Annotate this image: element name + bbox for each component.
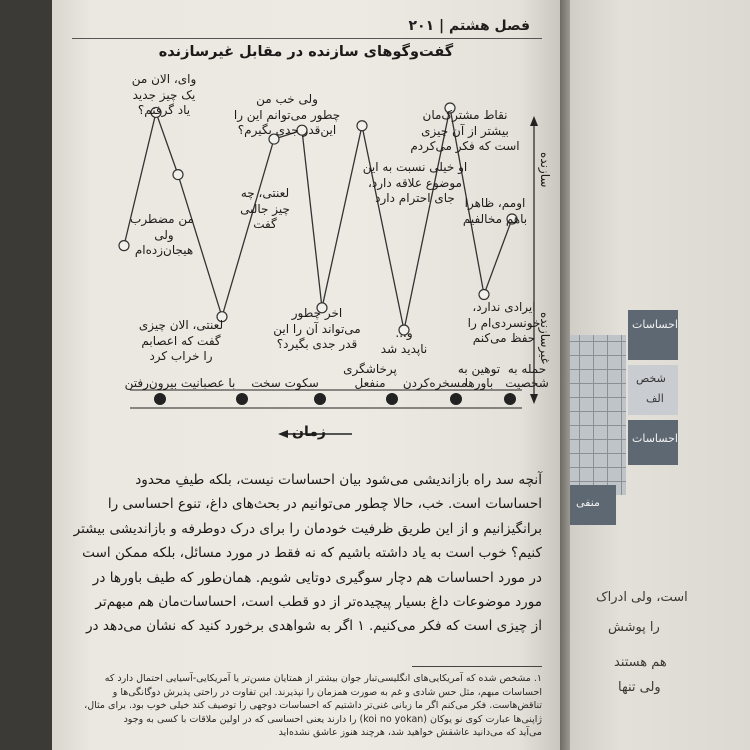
body-line: کنیم؟ خوب است به یاد داشته باشیم که نه فقط در مورد مسائل، بلکه ممکن است xyxy=(82,545,542,562)
x-axis-label: زمان xyxy=(292,424,326,440)
body-line: آنچه سد راه بازاندیشی می‌شود بیان احساسات نیست، بلکه طیفِ محدود xyxy=(135,472,542,488)
facing-page-box-label: احساسات xyxy=(632,432,678,445)
facing-page-line: ولی تنها xyxy=(618,680,661,695)
facing-page-line: هم هستند xyxy=(614,655,667,670)
peak-label: او خیلی نسبت به این موضوع علاقه دارد، جای احترام دارد xyxy=(362,160,468,205)
footnote-divider xyxy=(412,666,542,667)
body-line: احساسات است. خب، حالا چطور می‌توانیم در بحث‌های داغ، تنوع احساسی را xyxy=(107,496,542,513)
trough-label: اخر چطور می‌تواند آن را این قدر جدی بگیرد؟ xyxy=(273,306,361,351)
data-point xyxy=(119,241,129,251)
peak-label: ولی خب من چطور می‌توانم این را این‌قدر جدی بگیرم؟ xyxy=(233,92,341,137)
y-axis-label-bottom: غیرسازنده xyxy=(538,312,552,364)
event-marker xyxy=(450,393,462,405)
facing-page-grid-figure xyxy=(566,335,626,495)
event-label: توهین به باورها xyxy=(457,362,501,390)
footnote-line: می‌آید که می‌دانید عاشقش خواهید شد، هرچند هنوز عاشق نشده‌اید xyxy=(278,727,542,739)
body-line: در مورد احساسات هم دچار سوگیری دوتایی شویم. همان‌طور که طیف باورها در xyxy=(92,569,542,586)
line-chart xyxy=(52,0,560,470)
body-line: از چیزی است که فکر می‌کنیم. ۱ اگر به شواهدی برخورد کنید که نشان می‌دهد در xyxy=(85,618,542,635)
peak-label: من مضطرب ولی هیجان‌زده‌ام xyxy=(130,212,194,257)
peak-label: لعنتی، چه چیز جالبی گفت xyxy=(240,186,290,231)
footnote-line: احساسات مبهم، مثل حس شادی و غم به صورت همزمان را نپذیرند. این تفاوت در راحتی پذیرش دوگانگی‌ها و xyxy=(112,686,542,698)
peak-label: وای، الان من یک چیز جدید یاد گرفتم؟ xyxy=(131,72,197,117)
data-point xyxy=(357,121,367,131)
y-axis-arrow-up xyxy=(530,116,538,126)
facing-page-box-label: احساسات xyxy=(632,318,678,331)
event-label: مسخره‌کردن xyxy=(402,376,468,390)
event-marker xyxy=(386,393,398,405)
event-label: پرخاشگری منفعل xyxy=(343,362,397,390)
y-axis-arrow-down xyxy=(530,394,538,404)
peak-label: نقاط مشترک‌مان بیشتر از آن چیزی است که فکر می‌کردم xyxy=(410,108,520,153)
y-axis-label-top: سازنده xyxy=(538,152,552,188)
facing-page-box-label: منفی xyxy=(576,496,600,509)
footnote-line: ۱. مشخص شده که آمریکایی‌های انگلیسی‌تبار جوان بیشتر از همتایان مسن‌تر یا آمریکایی-آسیایی احتمال دارد که xyxy=(104,673,542,684)
body-text xyxy=(72,468,542,639)
event-label: حمله به شخصیت xyxy=(505,362,549,390)
facing-page-line: است، ولی ادراک xyxy=(596,590,688,605)
footnote-line: ژاپنی‌ها عبارت کوی نو یوکان (koi no yokan) را دارند یعنی احساسی که در اولین ملاقات با کسی به وجود xyxy=(123,713,542,725)
event-marker xyxy=(154,393,166,405)
trough-label: لعنتی، الان چیزی گفت که اعصابم را خراب کرد xyxy=(138,318,224,363)
event-marker xyxy=(504,393,516,405)
facing-page xyxy=(566,0,750,750)
peak-label: اومم، ظاهرا باهم مخالفیم xyxy=(462,196,528,226)
trough-label: ایرادی ندارد، خونسردی‌ام را حفظ می‌کنم xyxy=(467,300,541,345)
event-marker xyxy=(236,393,248,405)
data-point xyxy=(479,289,489,299)
event-label: با عصبانیت بیرون‌رفتن xyxy=(124,376,236,390)
trough-label: و... ناپدید شد xyxy=(380,326,428,356)
body-line: مورد موضوعات داغ بسیار پیچیده‌تر از دو قطب است، احساسات‌مان هم مبهم‌تر xyxy=(95,594,542,611)
footnote xyxy=(72,672,542,740)
figure-title: گفت‌وگوهای سازنده در مقابل غیرسازنده xyxy=(158,44,454,60)
facing-page-box-label: شخص xyxy=(636,372,666,385)
data-point xyxy=(173,170,183,180)
facing-page-box-label: الف xyxy=(646,392,664,405)
event-label: سکوت سخت xyxy=(251,376,319,390)
event-marker xyxy=(314,393,326,405)
facing-page-line: را پوشش xyxy=(608,620,660,635)
chapter-header: فصل هشتم | ۲۰۱ xyxy=(408,18,530,34)
time-arrow-head xyxy=(278,430,288,438)
body-line: برانگیزانیم و از این طریق ظرفیت خودمان را برای درک دوطرفه و بازاندیشی بیشتر xyxy=(73,520,542,537)
footnote-line: تناقض‌هاست. فکر می‌کنم اگر ما زبانی غنی‌تر داشتیم که احساسات دوجهی را توصیف کند خیلی خوب بود. برای مثال، xyxy=(84,700,542,712)
book-page xyxy=(52,0,560,750)
